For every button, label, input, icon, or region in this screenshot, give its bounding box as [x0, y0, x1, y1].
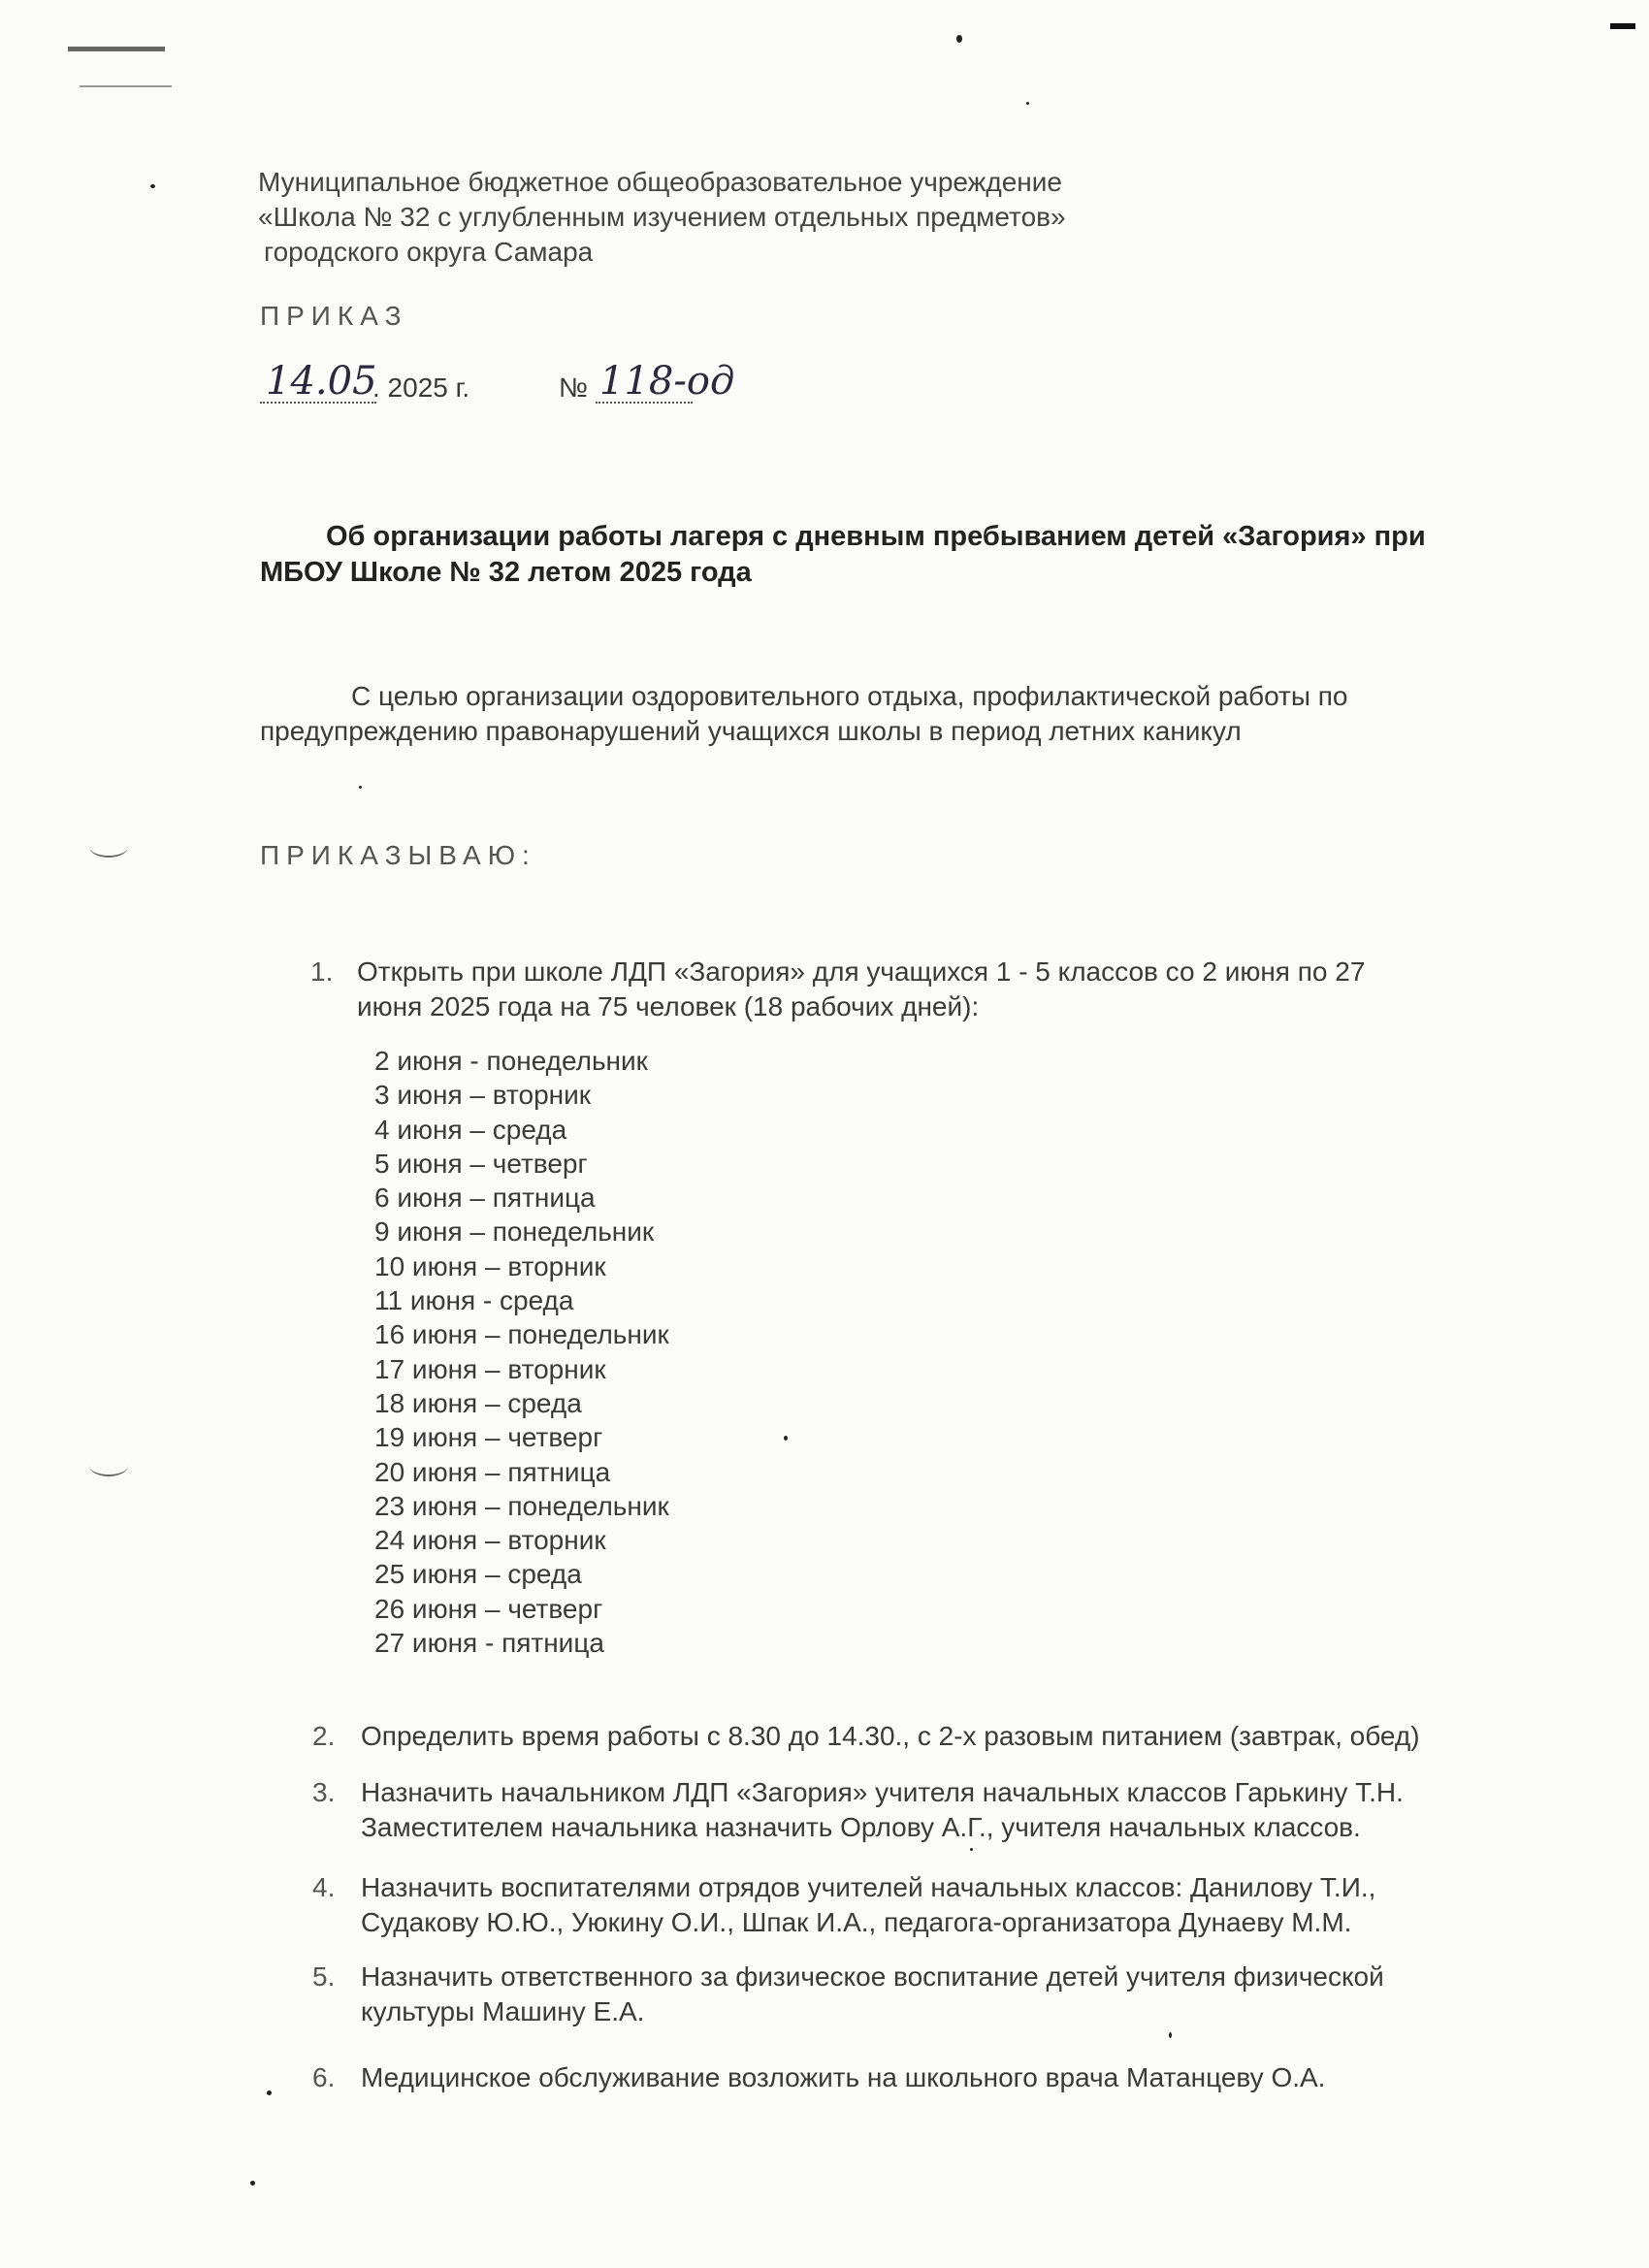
item-number: 1.: [310, 956, 334, 987]
organization-line-2: «Школа № 32 с углубленным изучением отдельных предметов»: [258, 202, 1066, 232]
order-year: . 2025 г.: [372, 373, 470, 403]
schedule-day: 10 июня – вторник: [374, 1250, 606, 1281]
schedule-day: 20 июня – пятница: [374, 1456, 611, 1487]
schedule-day: 11 июня - среда: [374, 1285, 574, 1316]
order-number-handwritten: 118-од: [599, 359, 735, 404]
scan-speck: [250, 2181, 255, 2186]
scan-speck: [1169, 2032, 1172, 2038]
item-2-line-1: Определить время работы с 8.30 до 14.30., с 2-х разовым питанием (завтрак, обед): [361, 1721, 1420, 1751]
item-4-line-2: Судакову Ю.Ю., Уюкину О.И., Шпак И.А., педагога-организатора Дунаеву М.М.: [361, 1907, 1352, 1937]
scan-speck: [784, 1436, 788, 1441]
preamble-line-1: С целью организации оздоровительного отдыха, профилактической работы по: [351, 681, 1348, 711]
schedule-day: 4 июня – среда: [374, 1114, 567, 1145]
schedule-day: 19 июня – четверг: [374, 1422, 603, 1453]
scan-speck: [1026, 102, 1029, 105]
item-number: 5.: [312, 1961, 336, 1992]
schedule-day: 25 июня – среда: [374, 1559, 582, 1590]
punch-hole-mark-2: [89, 1455, 128, 1476]
schedule-list: [374, 1044, 669, 1660]
schedule-day: 17 июня – вторник: [374, 1353, 606, 1384]
scan-artifact-top-left: [68, 47, 165, 51]
order-date-handwritten: 14.05: [266, 359, 377, 404]
scan-speck: [267, 2090, 272, 2095]
order-label: ПРИКАЗ: [260, 301, 408, 331]
item-6-line-1: Медицинское обслуживание возложить на школьного врача Матанцеву О.А.: [361, 2062, 1326, 2092]
item-1-line-2: июня 2025 года на 75 человек (18 рабочих дней):: [357, 991, 980, 1021]
schedule-day: 24 июня – вторник: [374, 1525, 606, 1556]
schedule-day: 6 июня – пятница: [374, 1183, 596, 1214]
scan-speck: [359, 786, 362, 789]
item-number: 4.: [312, 1872, 336, 1902]
item-1-line-1: Открыть при школе ЛДП «Загория» для учащихся 1 - 5 классов со 2 июня по 27: [357, 956, 1366, 987]
punch-hole-mark-1: [89, 836, 128, 858]
organization-line-3: городского округа Самара: [264, 237, 594, 267]
command-heading: ПРИКАЗЫВАЮ:: [260, 840, 536, 870]
item-number: 6.: [312, 2062, 336, 2092]
schedule-day: 23 июня – понедельник: [374, 1490, 669, 1521]
schedule-day: 3 июня – вторник: [374, 1080, 592, 1111]
scan-speck: [956, 35, 962, 43]
organization-line-1: Муниципальное бюджетное общеобразовательное учреждение: [258, 167, 1062, 197]
item-3-line-2: Заместителем начальника назначить Орлову А.Г., учителя начальных классов.: [361, 1812, 1361, 1842]
item-number: 3.: [312, 1777, 336, 1807]
order-title-line-2: МБОУ Школе № 32 летом 2025 года: [260, 557, 752, 588]
schedule-day: 26 июня – четверг: [374, 1593, 603, 1624]
schedule-day: 9 июня – понедельник: [374, 1216, 655, 1247]
scan-artifact-top-right: [1610, 23, 1635, 29]
order-date-line: [254, 359, 759, 407]
item-4-line-1: Назначить воспитателями отрядов учителей начальных классов: Данилову Т.И.,: [361, 1872, 1376, 1902]
schedule-day: 27 июня - пятница: [374, 1628, 604, 1659]
scan-speck: [970, 1848, 973, 1851]
scan-artifact-top-left-2: [80, 85, 172, 87]
schedule-day: 16 июня – понедельник: [374, 1319, 669, 1350]
item-3-line-1: Назначить начальником ЛДП «Загория» учителя начальных классов Гарькину Т.Н.: [361, 1777, 1404, 1807]
item-5-line-2: культуры Машину Е.А.: [361, 1996, 645, 2026]
scan-speck: [150, 184, 155, 188]
order-number-prefix: №: [559, 373, 589, 403]
preamble-line-2: предупреждению правонарушений учащихся школы в период летних каникул: [260, 716, 1242, 746]
item-5-line-1: Назначить ответственного за физическое воспитание детей учителя физической: [361, 1961, 1384, 1992]
schedule-day: 5 июня – четверг: [374, 1148, 588, 1179]
item-number: 2.: [312, 1721, 336, 1751]
order-title-line-1: Об организации работы лагеря с дневным пребыванием детей «Загория» при: [326, 521, 1426, 552]
schedule-day: 2 июня - понедельник: [374, 1046, 648, 1076]
schedule-day: 18 июня – среда: [374, 1387, 582, 1418]
